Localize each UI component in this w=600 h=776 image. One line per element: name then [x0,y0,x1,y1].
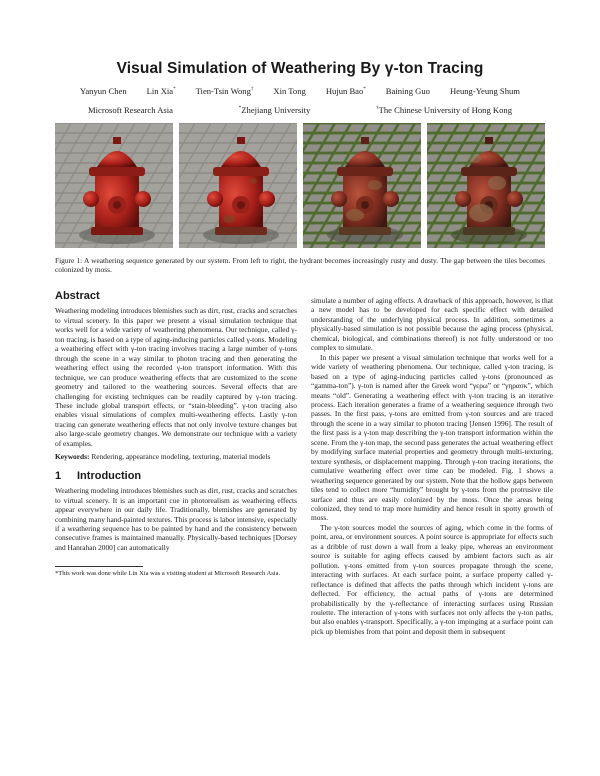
body-paragraph: The γ-ton sources model the sources of aging, which come in the forms of point, area, or environment sources. A point source is appropriate for effects such as a dribble of rust down a wall from a leaky pipe, whereas an environment source is suitable for aging effects caused by ambient factors such as air pollution. γ-tons emitted from γ-ton sources propagate through the scene, interacting with surfaces. At each surface point, a surface property called γ-reflectance is defined that affects the paths through which incident γ-tons are deflected. For efficiency, the actual paths of γ-tons are determined probabilistically by the γ-reflectance of interacting surfaces using Russian roulette. The interaction of γ-tons with surfaces not only affects the γ-ton paths, but also enables γ-transport. Specifically, a γ-ton impinging at a surface point can pick up blemishes from that point and deposit them in subsequent [311,522,553,636]
figure-panel-2 [179,123,297,248]
affiliation: Microsoft Research Asia [88,105,173,115]
author: Heung-Yeung Shum [449,86,520,96]
hydrant-image [179,123,297,248]
author: Tien-Tsin Wong† [195,86,254,96]
figure-panel-3 [303,123,421,248]
affiliation: †The Chinese University of Hong Kong [376,105,512,115]
author: Hujun Bao* [325,86,366,96]
author: Baining Guo [385,86,430,96]
author: Yanyun Chen [80,86,127,96]
paper-title: Visual Simulation of Weathering By γ-ton Tracing [116,60,484,77]
figure-panel-1 [55,123,173,248]
hydrant-image [303,123,421,248]
hydrant-image [55,123,173,248]
right-column [311,296,553,636]
author-list [80,86,520,96]
body-paragraph: In this paper we present a visual simulation technique that works well for a wide variety of weathering phenomena. Our technique, called γ-ton tracing, is based on a type of aging-inducing particles called γ-tons (pronounced as “gamma-ton”). γ-ton is named after the Greek word “γερω” or “γηρασκ”, which means “old”. Generating a weathering effect with γ-ton tracing is an iterative process. Each iteration generates a frame of a weathering sequence through two passes. In the first pass, γ-tons are emitted from γ-ton sources and are traced through the scene in a way similar to photon tracing [Jensen 1996]. The result of the first pass is a γ-ton map describing the γ-ton transport information within the scene. From the γ-ton map, the second pass generates the actual weathering effect by modifying surface material properties and geometry through multi-texturing, texture synthesis, or displacement mapping. Through γ-ton tracing iterations, the cumulative weathering effect over time can be modeled. Fig. 1 shows a weathering sequence generated by our system. Note that the hollow gaps between tiles tend to collect more “humidity” brought by γ-tons from the protrusive tile surface and thus are easily colonized by the moss. Once the areas being colonized, they tend to trap more humidity and hence result in spotty growth of moss. [311,352,553,523]
affiliation-list [88,105,512,115]
introduction-heading: 1 Introduction [55,469,142,482]
affiliation: *Zhejiang University [238,105,311,115]
footnote-rule [55,566,143,567]
figure-caption: Figure 1: A weathering sequence generated by our system. From left to right, the hydrant becomes increasingly rusty and dusty. The gap between the tiles becomes colonized by moss. [55,256,545,275]
author: Xin Tong [273,86,306,96]
abstract-heading: Abstract [55,290,100,302]
body-paragraph: simulate a number of aging effects. A drawback of this approach, however, is that a new model has to be developed for each specific effect with detailed understanding of the underlying physical process. In addition, sometimes a physically-based simulation is not possible because the aging process (physical, chemical, biological, and combinations thereof) is not fully understood or too complex to simulate. [311,296,553,353]
keywords: Keywords: Rendering, appearance modeling, texturing, material models [55,452,271,462]
abstract-text: Weathering modeling introduces blemishes such as dirt, rust, cracks and scratches to virtual scenery. In this paper we present a visual simulation technique that works well for a wide variety of weathering phenomena. Our technique, called γ-ton tracing, is based on a type of aging-inducing particles called γ-tons. Modeling a weathering effect with γ-ton tracing involves tracing a large number of γ-tons through the scene in a way similar to photon tracing and then generating the weathering effect using the recorded γ-ton transport information. With this technique, we can produce weathering effects that are customized to the scene geometry and tailored to the weathering sources. Several effects that are challenging for existing techniques can be readily captured by γ-ton tracing. These include global transport effects, or “stain-bleeding”. γ-ton tracing also enables visual simulations of complex multi-weathering effects. Lastly γ-ton tracing can generate weathering effects that not only involve texture changes but also large-scale geometry changes. We demonstrate our technique with a variety of examples. [55,306,297,448]
footnote: *This work was done while Lin Xia was a visiting student at Microsoft Research Asia. [55,570,281,578]
hydrant-image [427,123,545,248]
figure-1 [55,123,545,248]
introduction-text: Weathering modeling introduces blemishes such as dirt, rust, cracks and scratches to virtual scenery. It is an important cue in photorealism as weathering effects appear everywhere in our daily life. Traditionally, blemishes are generated by combining many hand-painted textures. This process is labor intensive, especially if a weathering sequence has to be painted by hand and the consistency between consecutive frames is maintained manually. Physically-based techniques [Dorsey and Hanrahan 2000] can automatically [55,486,297,552]
figure-panel-4 [427,123,545,248]
left-column [55,292,297,579]
author: Lin Xia* [146,86,176,96]
